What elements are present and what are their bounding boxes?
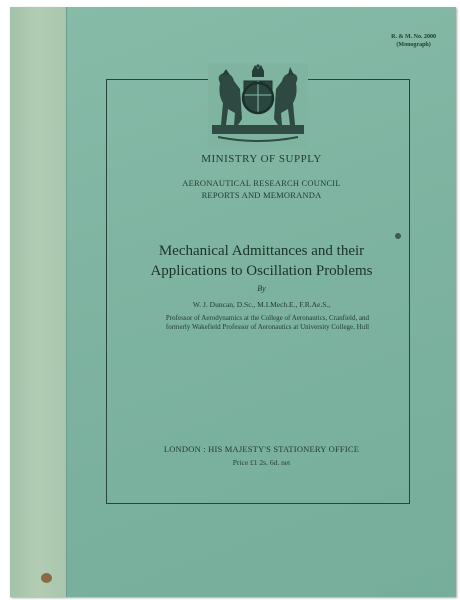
author-name: W. J. Duncan, D.Sc., M.I.Mech.E., F.R.Ae.S., bbox=[192, 300, 331, 309]
royal-coat-of-arms-icon bbox=[208, 63, 308, 147]
book-spine bbox=[10, 7, 67, 597]
document-title bbox=[67, 241, 456, 281]
cover-mark bbox=[395, 233, 401, 239]
title-line-1: Mechanical Admittances and their bbox=[158, 243, 365, 259]
report-number: R. & M. No. 2000 bbox=[391, 34, 436, 40]
ministry-heading: MINISTRY OF SUPPLY bbox=[201, 153, 322, 165]
book-cover-photo bbox=[10, 7, 456, 597]
title-line-2: Applications to Oscillation Problems bbox=[150, 263, 373, 279]
affiliation-line-2: formerly Wakefield Professor of Aeronautics at University College, Hull bbox=[165, 323, 370, 331]
affiliation-line-1: Professor of Aerodynamics at the College of Aeronautics, Cranfield, and bbox=[165, 314, 370, 322]
author-affiliation bbox=[105, 314, 430, 332]
publisher-line: LONDON : HIS MAJESTY'S STATIONERY OFFICE bbox=[163, 444, 360, 454]
price-line: Price £1 2s. 6d. net bbox=[232, 458, 291, 467]
council-heading bbox=[67, 177, 456, 201]
council-line-2: REPORTS AND MEMORANDA bbox=[201, 190, 322, 200]
spine-stain bbox=[41, 573, 52, 583]
council-line-1: AERONAUTICAL RESEARCH COUNCIL bbox=[182, 178, 341, 188]
by-line: By bbox=[257, 284, 266, 293]
report-type: (Monograph) bbox=[396, 42, 431, 48]
report-reference bbox=[391, 33, 436, 49]
